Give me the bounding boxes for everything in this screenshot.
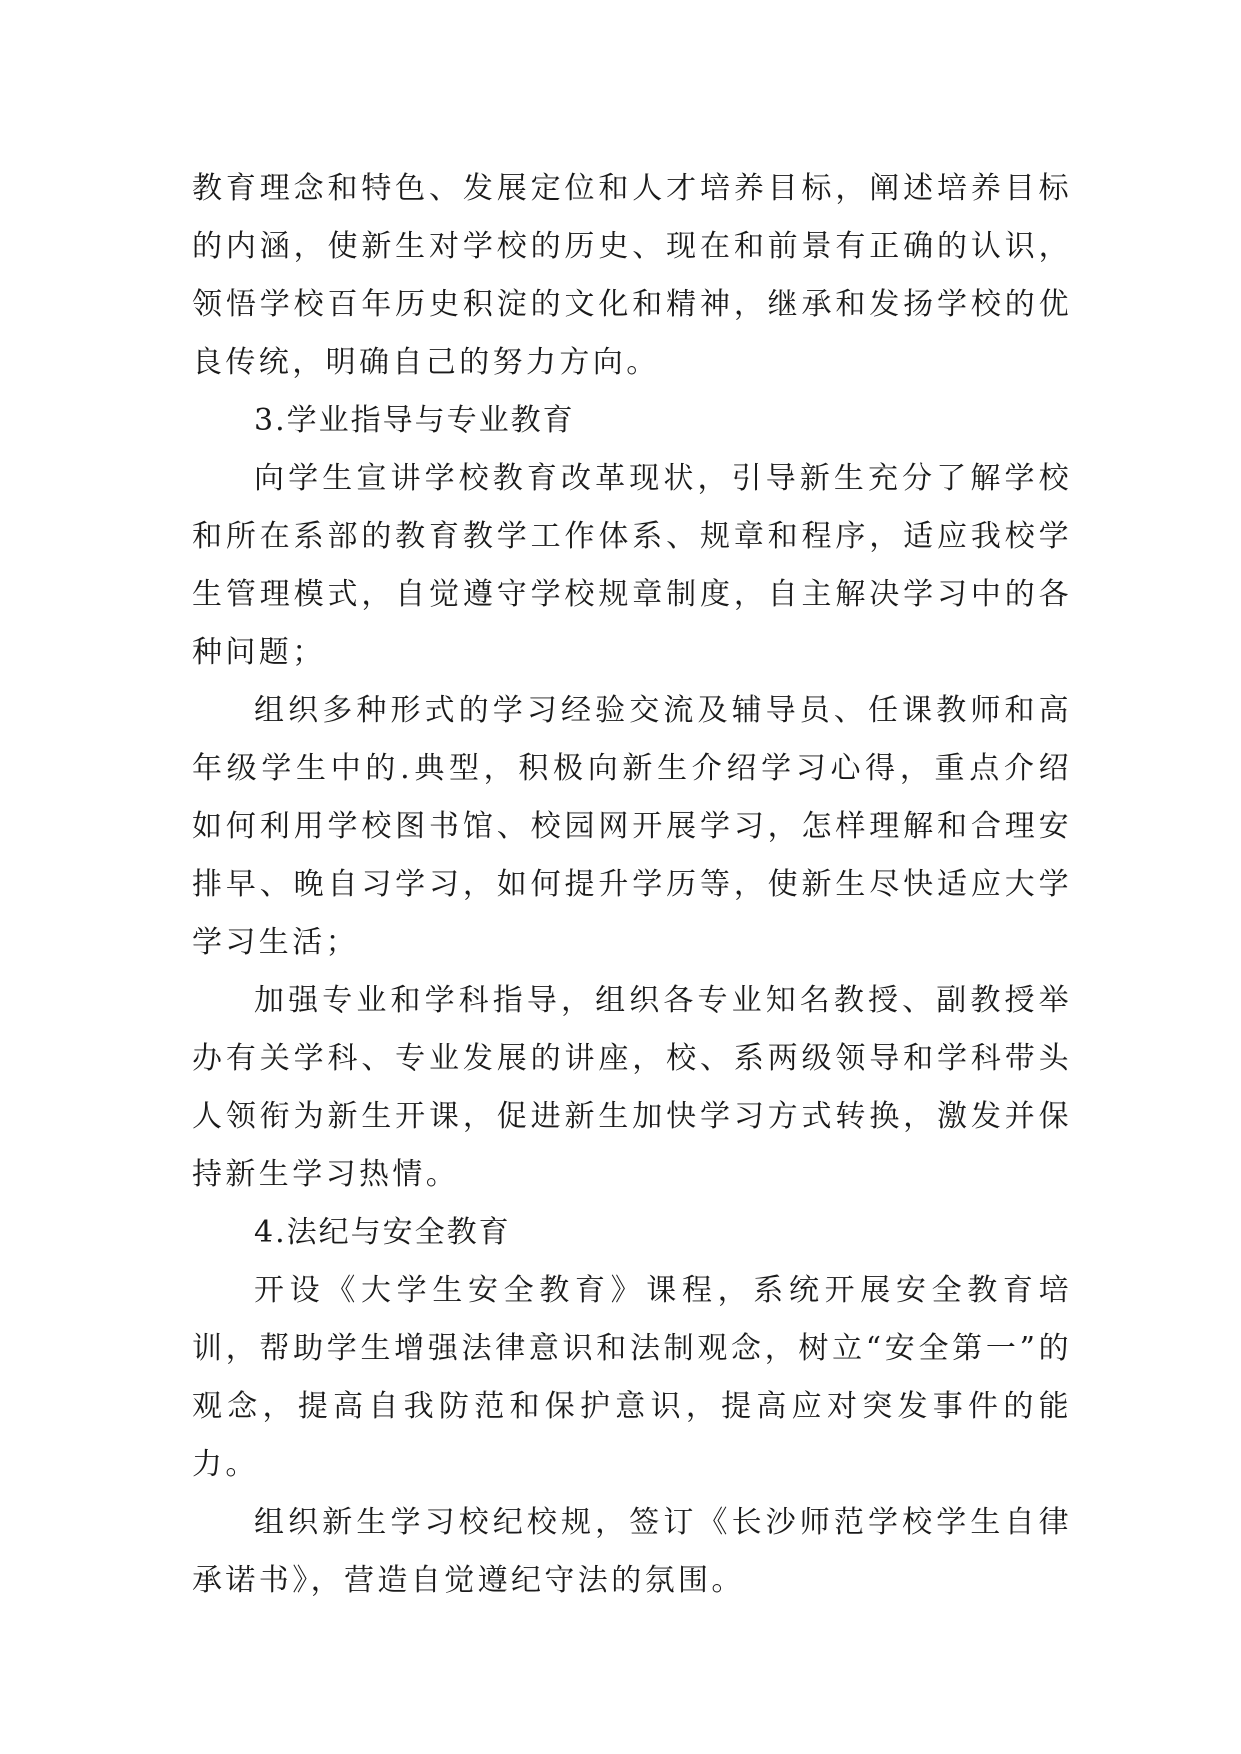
document-body xyxy=(192,160,1072,1610)
paragraph-learning-exchange: 组织多种形式的学习经验交流及辅导员、任课教师和高年级学生中的.典型，积极向新生介绍学习心得，重点介绍如何利用学校图书馆、校园网开展学习，怎样理解和合理安排早、晚自习学习，如何提升学历等，使新生尽快适应大学学习生活； xyxy=(192,693,1072,960)
section-heading-3: 3.学业指导与专业教育 xyxy=(254,403,575,438)
paragraph-rules-pledge: 组织新生学习校纪校规，签订《长沙师范学校学生自律承诺书》，营造自觉遵纪守法的氛围。 xyxy=(192,1505,1072,1598)
paragraph-safety-course: 开设《大学生安全教育》课程，系统开展安全教育培训，帮助学生增强法律意识和法制观念，树立“安全第一”的观念，提高自我防范和保护意识，提高应对突发事件的能力。 xyxy=(192,1273,1072,1482)
section-heading-4: 4.法纪与安全教育 xyxy=(254,1215,511,1250)
paragraph-discipline-guidance: 加强专业和学科指导，组织各专业知名教授、副教授举办有关学科、专业发展的讲座，校、系两级领导和学科带头人领衔为新生开课，促进新生加快学习方式转换，激发并保持新生学习热情。 xyxy=(192,983,1072,1192)
paragraph-academic-guidance: 向学生宣讲学校教育改革现状，引导新生充分了解学校和所在系部的教育教学工作体系、规章和程序，适应我校学生管理模式，自觉遵守学校规章制度，自主解决学习中的各种问题； xyxy=(192,461,1072,670)
paragraph-intro-continued: 教育理念和特色、发展定位和人才培养目标，阐述培养目标的内涵，使新生对学校的历史、现在和前景有正确的认识，领悟学校百年历史积淀的文化和精神，继承和发扬学校的优良传统，明确自己的努力方向。 xyxy=(192,171,1072,380)
